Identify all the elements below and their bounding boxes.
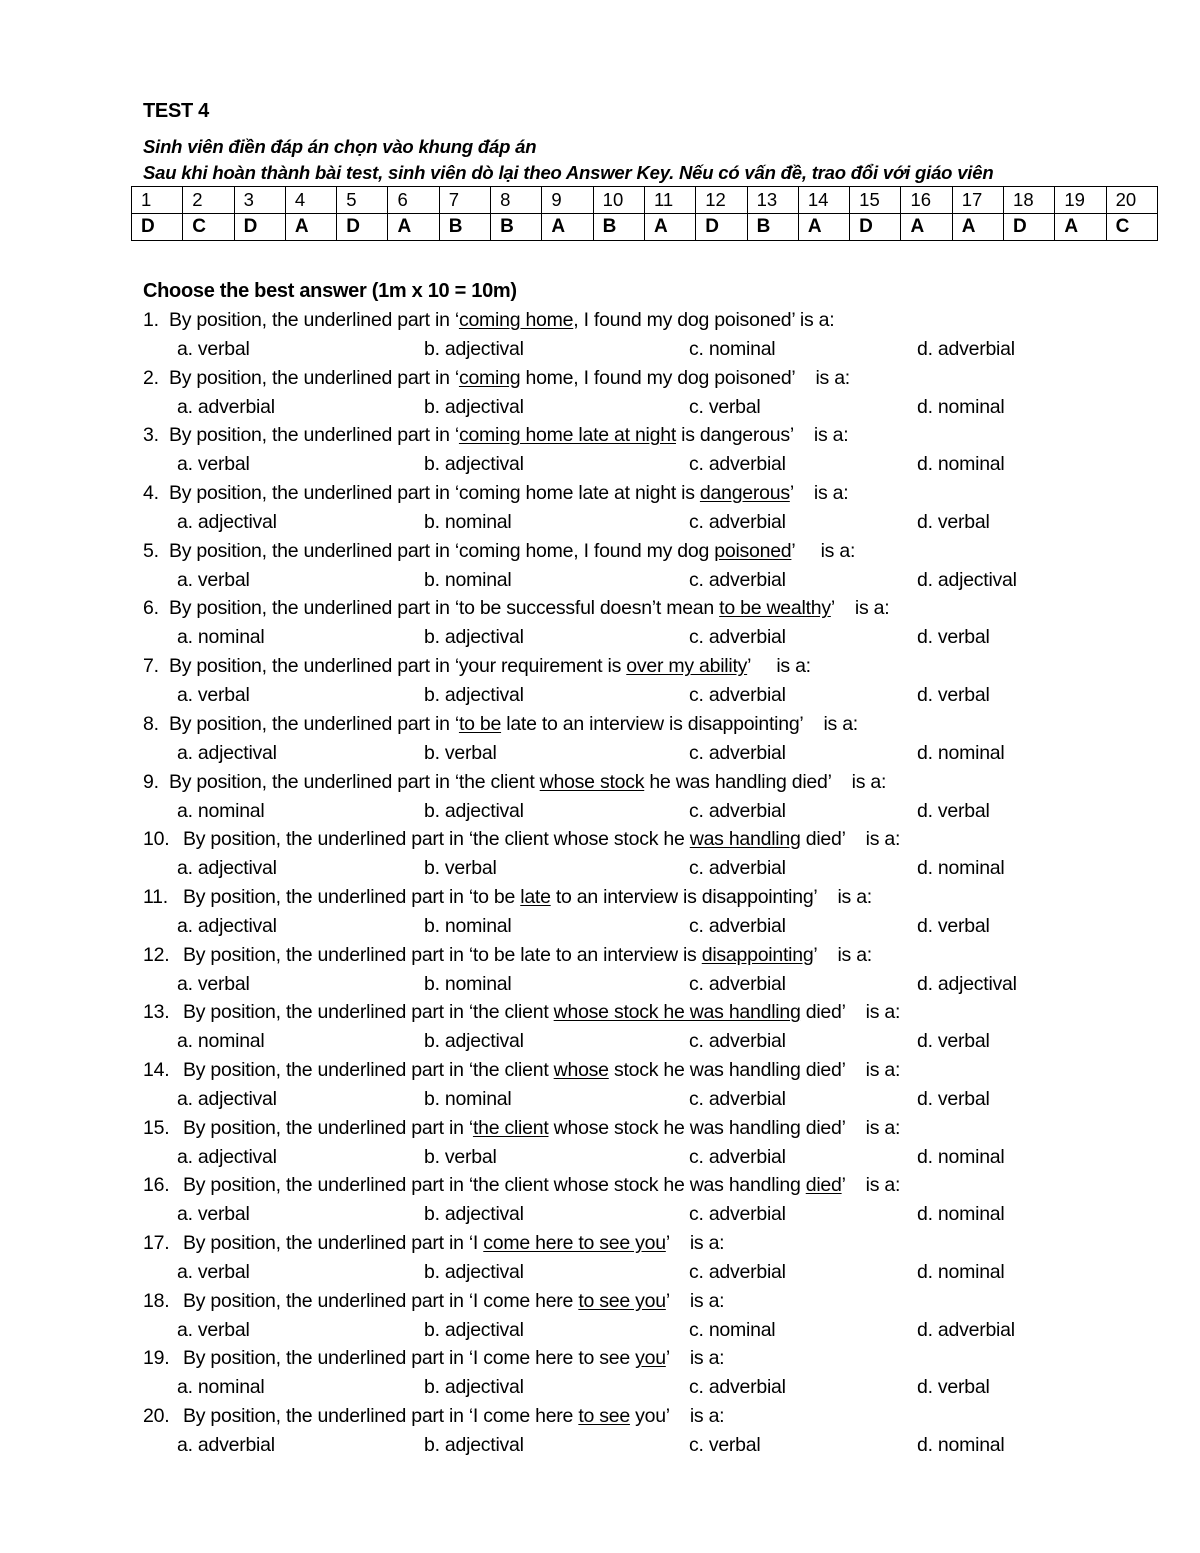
option-c: c. nominal <box>689 1318 776 1341</box>
option-c: c. adverbial <box>689 972 786 995</box>
question-stem <box>143 1287 1183 1316</box>
question-stem <box>143 998 1183 1027</box>
option-b: b. verbal <box>424 857 497 880</box>
question-text-after: ’ is a: <box>665 1347 725 1370</box>
underlined-part: to see <box>578 1405 630 1428</box>
question-text-after: died’ is a: <box>800 1001 901 1024</box>
underlined-part: late <box>520 885 551 908</box>
question-stem <box>143 306 1183 335</box>
question-text-before: By position, the underlined part in ‘ <box>169 366 459 389</box>
question-stem <box>143 364 1183 393</box>
question-stem <box>143 941 1183 970</box>
option-a: a. verbal <box>177 453 250 476</box>
underlined-part: coming <box>458 366 521 389</box>
option-b: b. adjectival <box>424 626 524 649</box>
question-text-before: By position, the underlined part in ‘ <box>183 1116 473 1139</box>
question-text-after: died’ is a: <box>800 828 901 851</box>
question-stem <box>143 1344 1183 1373</box>
answer-key-answer-row <box>132 214 1158 241</box>
options-row <box>143 912 1183 940</box>
question-stem <box>143 479 1183 508</box>
option-d: d. nominal <box>917 741 1005 764</box>
question-item <box>143 479 1183 537</box>
question-text-before: By position, the underlined part in ‘to be late to an interview is <box>183 943 702 966</box>
question-text-after: to an interview is disappointing’ is a: <box>550 885 872 908</box>
question-item <box>143 998 1183 1056</box>
question-item <box>143 825 1183 883</box>
answer-key-answer-cell: A <box>644 214 695 241</box>
options-row <box>143 1316 1183 1344</box>
question-item <box>143 941 1183 999</box>
option-b: b. adjectival <box>424 1203 524 1226</box>
options-row <box>143 335 1183 363</box>
question-text-after: ’ is a: <box>665 1232 725 1254</box>
option-a: a. verbal <box>177 1261 250 1283</box>
options-row <box>143 450 1183 478</box>
question-item <box>143 1402 1183 1460</box>
answer-key-number-cell: 16 <box>901 187 952 214</box>
answer-key-answer-cell: A <box>388 214 439 241</box>
question-text-before: By position, the underlined part in ‘I <box>183 1232 484 1254</box>
question-text-before: By position, the underlined part in ‘the client <box>169 770 540 793</box>
answer-key-answer-cell: C <box>1106 214 1157 241</box>
question-text-after: ’ is a: <box>791 539 856 562</box>
question-stem <box>143 1229 1183 1258</box>
option-d: d. nominal <box>917 395 1005 418</box>
option-b: b. adjectival <box>424 799 524 822</box>
option-c: c. adverbial <box>689 799 786 822</box>
question-text-after: ’ is a: <box>747 655 811 678</box>
option-a: a. adjectival <box>177 1087 277 1110</box>
question-text-after: ’ is a: <box>830 597 890 620</box>
question-stem <box>143 1402 1183 1431</box>
option-b: b. adjectival <box>424 338 524 360</box>
option-c: c. adverbial <box>689 568 786 591</box>
option-a: a. nominal <box>177 1376 265 1399</box>
question-item <box>143 306 1183 364</box>
question-stem <box>143 1056 1183 1085</box>
question-item <box>143 1171 1183 1229</box>
option-b: b. verbal <box>424 1145 497 1168</box>
option-d: d. nominal <box>917 453 1005 476</box>
answer-key-number-cell: 10 <box>593 187 644 214</box>
option-c: c. adverbial <box>689 741 786 764</box>
options-row <box>143 1143 1183 1171</box>
option-d: d. verbal <box>917 626 990 649</box>
option-d: d. adjectival <box>917 972 1017 995</box>
question-text-after: whose stock he was handling died’ is a: <box>548 1116 901 1139</box>
question-number: 17. <box>143 1232 170 1254</box>
question-text-before: By position, the underlined part in ‘I come here to see <box>183 1347 636 1370</box>
question-item <box>143 1056 1183 1114</box>
question-item <box>143 1114 1183 1172</box>
question-text-before: By position, the underlined part in ‘ <box>169 424 459 447</box>
answer-key-answer-cell: D <box>234 214 285 241</box>
underlined-part: disappointing <box>701 943 814 966</box>
question-text-before: By position, the underlined part in ‘the client <box>183 1058 554 1081</box>
options-row <box>143 1373 1183 1401</box>
question-text-after: home, I found my dog poisoned’ is a: <box>520 366 850 389</box>
option-d: d. verbal <box>917 1376 990 1399</box>
question-item <box>143 421 1183 479</box>
question-number: 12. <box>143 943 170 966</box>
question-number: 5. <box>143 539 159 562</box>
option-c: c. adverbial <box>689 1087 786 1110</box>
question-text-before: By position, the underlined part in ‘the client <box>183 1001 554 1024</box>
question-text-before: By position, the underlined part in ‘coming home, I found my dog <box>169 539 715 562</box>
test-title: TEST 4 <box>143 100 209 122</box>
answer-key-number-cell: 12 <box>696 187 747 214</box>
answer-key-number-cell: 15 <box>850 187 901 214</box>
option-c: c. verbal <box>689 395 761 418</box>
option-c: c. verbal <box>689 1434 761 1457</box>
option-d: d. verbal <box>917 914 990 937</box>
option-a: a. verbal <box>177 338 250 360</box>
option-b: b. nominal <box>424 914 512 937</box>
question-number: 3. <box>143 424 159 447</box>
question-number: 20. <box>143 1405 170 1428</box>
answer-key-table <box>131 186 1158 241</box>
question-number: 18. <box>143 1289 170 1312</box>
options-row <box>143 739 1183 767</box>
answer-key-number-cell: 1 <box>132 187 183 214</box>
question-list <box>143 306 1183 1460</box>
option-b: b. nominal <box>424 568 512 591</box>
option-d: d. nominal <box>917 857 1005 880</box>
option-c: c. adverbial <box>689 1376 786 1399</box>
question-number: 10. <box>143 828 170 851</box>
option-a: a. adverbial <box>177 1434 275 1457</box>
question-text-after: ’ is a: <box>789 482 849 505</box>
question-text-after: ’ is a: <box>841 1174 901 1197</box>
answer-key-number-cell: 18 <box>1004 187 1055 214</box>
answer-key-answer-cell: D <box>132 214 183 241</box>
option-b: b. verbal <box>424 741 497 764</box>
answer-key-number-cell: 17 <box>952 187 1003 214</box>
question-stem <box>143 1171 1183 1200</box>
question-stem <box>143 652 1183 681</box>
question-item <box>143 710 1183 768</box>
option-a: a. adverbial <box>177 395 275 418</box>
options-row <box>143 566 1183 594</box>
answer-key-answer-cell: A <box>901 214 952 241</box>
answer-key-answer-cell: B <box>593 214 644 241</box>
question-text-before: By position, the underlined part in ‘to be <box>183 885 521 908</box>
question-text-after: ’ is a: <box>665 1289 725 1312</box>
answer-key-answer-cell: A <box>542 214 593 241</box>
question-number: 6. <box>143 597 159 620</box>
options-row <box>143 797 1183 825</box>
option-a: a. verbal <box>177 1203 250 1226</box>
question-text-after: ’ is a: <box>813 943 872 966</box>
option-d: d. adverbial <box>917 1318 1015 1341</box>
options-row <box>143 1258 1183 1286</box>
option-d: d. nominal <box>917 1203 1005 1226</box>
answer-key-answer-cell: D <box>696 214 747 241</box>
underlined-part: poisoned <box>714 539 792 562</box>
instruction-line-2: Sau khi hoàn thành bài test, sinh viên dò lại theo Answer Key. Nếu có vấn đề, trao đổi với giáo viên <box>143 162 994 183</box>
question-number: 14. <box>143 1058 170 1081</box>
option-b: b. adjectival <box>424 395 524 418</box>
option-a: a. verbal <box>177 1318 250 1341</box>
question-stem <box>143 768 1183 797</box>
answer-key-number-row <box>132 187 1158 214</box>
option-c: c. adverbial <box>689 684 786 707</box>
question-item <box>143 594 1183 652</box>
option-d: d. verbal <box>917 684 990 707</box>
option-a: a. nominal <box>177 1030 265 1053</box>
options-row <box>143 1200 1183 1228</box>
underlined-part: coming home <box>458 309 574 331</box>
option-c: c. adverbial <box>689 857 786 880</box>
underlined-part: dangerous <box>699 482 790 505</box>
question-number: 16. <box>143 1174 170 1197</box>
answer-key-answer-cell: A <box>798 214 849 241</box>
option-d: d. verbal <box>917 1030 990 1053</box>
question-item <box>143 1287 1183 1345</box>
answer-key-number-cell: 5 <box>337 187 388 214</box>
question-text-before: By position, the underlined part in ‘coming home late at night is <box>169 482 700 505</box>
options-row <box>143 1431 1183 1459</box>
options-row <box>143 970 1183 998</box>
option-c: c. adverbial <box>689 1261 786 1283</box>
option-b: b. adjectival <box>424 1261 524 1283</box>
question-stem <box>143 883 1183 912</box>
answer-key-answer-cell: A <box>285 214 336 241</box>
option-c: c. adverbial <box>689 1203 786 1226</box>
question-stem <box>143 710 1183 739</box>
section-title: Choose the best answer (1m x 10 = 10m) <box>143 280 517 302</box>
question-text-after: late to an interview is disappointing’ is a: <box>501 712 858 735</box>
option-a: a. adjectival <box>177 1145 277 1168</box>
answer-key-number-cell: 9 <box>542 187 593 214</box>
answer-key-answer-cell: B <box>439 214 490 241</box>
option-c: c. adverbial <box>689 453 786 476</box>
answer-key-answer-cell: A <box>1055 214 1106 241</box>
option-d: d. adjectival <box>917 568 1017 591</box>
underlined-part: whose <box>553 1058 609 1081</box>
question-number: 13. <box>143 1001 170 1024</box>
question-text-after: , I found my dog poisoned’ is a: <box>573 309 835 331</box>
option-b: b. nominal <box>424 1087 512 1110</box>
underlined-part: to be <box>458 712 502 735</box>
answer-key-number-cell: 2 <box>183 187 234 214</box>
underlined-part: the client <box>472 1116 549 1139</box>
option-d: d. adverbial <box>917 338 1015 360</box>
option-a: a. nominal <box>177 799 265 822</box>
answer-key-answer-cell: A <box>952 214 1003 241</box>
answer-key-answer-cell: B <box>747 214 798 241</box>
question-stem <box>143 594 1183 623</box>
answer-key-answer-cell: C <box>183 214 234 241</box>
question-number: 9. <box>143 770 159 793</box>
question-item <box>143 1229 1183 1287</box>
option-c: c. adverbial <box>689 1030 786 1053</box>
option-b: b. adjectival <box>424 1434 524 1457</box>
question-stem <box>143 825 1183 854</box>
answer-key-number-cell: 4 <box>285 187 336 214</box>
answer-key-number-cell: 7 <box>439 187 490 214</box>
option-c: c. adverbial <box>689 1145 786 1168</box>
option-a: a. adjectival <box>177 857 277 880</box>
question-text-after: you’ is a: <box>629 1405 725 1428</box>
answer-key-number-cell: 13 <box>747 187 798 214</box>
option-a: a. nominal <box>177 626 265 649</box>
answer-key-number-cell: 8 <box>491 187 542 214</box>
options-row <box>143 681 1183 709</box>
option-a: a. adjectival <box>177 511 277 534</box>
question-item <box>143 1344 1183 1402</box>
options-row <box>143 854 1183 882</box>
question-stem <box>143 537 1183 566</box>
question-item <box>143 768 1183 826</box>
options-row <box>143 393 1183 421</box>
question-text-before: By position, the underlined part in ‘ <box>169 712 459 735</box>
answer-key-number-cell: 14 <box>798 187 849 214</box>
question-text-before: By position, the underlined part in ‘ <box>169 309 459 331</box>
instruction-line-1: Sinh viên điền đáp án chọn vào khung đáp án <box>143 136 537 157</box>
question-text-before: By position, the underlined part in ‘the client whose stock he was handling <box>183 1174 806 1197</box>
underlined-part: whose stock he was handling <box>553 1001 801 1024</box>
answer-key-answer-cell: B <box>491 214 542 241</box>
question-text-before: By position, the underlined part in ‘I come here <box>183 1405 579 1428</box>
underlined-part: to see you <box>578 1289 666 1312</box>
option-b: b. adjectival <box>424 1376 524 1399</box>
option-d: d. nominal <box>917 1434 1005 1457</box>
underlined-part: come here to see you <box>483 1232 666 1254</box>
option-a: a. verbal <box>177 684 250 707</box>
options-row <box>143 1027 1183 1055</box>
option-a: a. verbal <box>177 568 250 591</box>
question-item <box>143 652 1183 710</box>
question-text-after: is dangerous’ is a: <box>676 424 849 447</box>
question-text-before: By position, the underlined part in ‘the client whose stock he <box>183 828 690 851</box>
question-number: 15. <box>143 1116 170 1139</box>
question-stem <box>143 421 1183 450</box>
option-d: d. nominal <box>917 1261 1005 1283</box>
option-d: d. verbal <box>917 799 990 822</box>
option-c: c. adverbial <box>689 914 786 937</box>
underlined-part: over my ability <box>626 655 748 678</box>
answer-key-answer-cell: D <box>1004 214 1055 241</box>
option-a: a. adjectival <box>177 914 277 937</box>
question-text-after: stock he was handling died’ is a: <box>608 1058 901 1081</box>
option-c: c. nominal <box>689 338 776 360</box>
question-text-before: By position, the underlined part in ‘I come here <box>183 1289 579 1312</box>
options-row <box>143 1085 1183 1113</box>
option-d: d. verbal <box>917 1087 990 1110</box>
underlined-part: coming home late at night <box>458 424 676 447</box>
options-row <box>143 623 1183 651</box>
underlined-part: to be wealthy <box>719 597 831 620</box>
answer-key-number-cell: 19 <box>1055 187 1106 214</box>
options-row <box>143 508 1183 536</box>
question-number: 8. <box>143 712 159 735</box>
question-number: 1. <box>143 309 159 331</box>
underlined-part: you <box>635 1347 666 1370</box>
option-a: a. verbal <box>177 972 250 995</box>
question-item <box>143 364 1183 422</box>
option-c: c. adverbial <box>689 511 786 534</box>
option-b: b. nominal <box>424 511 512 534</box>
question-number: 4. <box>143 482 159 505</box>
question-stem <box>143 1114 1183 1143</box>
question-text-after: he was handling died’ is a: <box>644 770 887 793</box>
question-number: 11. <box>143 885 168 908</box>
option-d: d. nominal <box>917 1145 1005 1168</box>
answer-key-number-cell: 6 <box>388 187 439 214</box>
underlined-part: died <box>805 1174 842 1197</box>
answer-key-number-cell: 20 <box>1106 187 1157 214</box>
option-b: b. adjectival <box>424 684 524 707</box>
question-text-before: By position, the underlined part in ‘your requirement is <box>169 655 627 678</box>
option-c: c. adverbial <box>689 626 786 649</box>
option-a: a. adjectival <box>177 741 277 764</box>
answer-key-number-cell: 3 <box>234 187 285 214</box>
option-b: b. adjectival <box>424 1318 524 1341</box>
question-text-before: By position, the underlined part in ‘to be successful doesn’t mean <box>169 597 720 620</box>
question-number: 7. <box>143 655 159 678</box>
underlined-part: whose stock <box>539 770 645 793</box>
answer-key-number-cell: 11 <box>644 187 695 214</box>
option-b: b. nominal <box>424 972 512 995</box>
question-number: 19. <box>143 1347 170 1370</box>
question-number: 2. <box>143 366 159 389</box>
question-item <box>143 883 1183 941</box>
underlined-part: was handling <box>689 828 801 851</box>
answer-key-answer-cell: D <box>850 214 901 241</box>
option-d: d. verbal <box>917 511 990 534</box>
option-b: b. adjectival <box>424 1030 524 1053</box>
answer-key-answer-cell: D <box>337 214 388 241</box>
question-item <box>143 537 1183 595</box>
option-b: b. adjectival <box>424 453 524 476</box>
